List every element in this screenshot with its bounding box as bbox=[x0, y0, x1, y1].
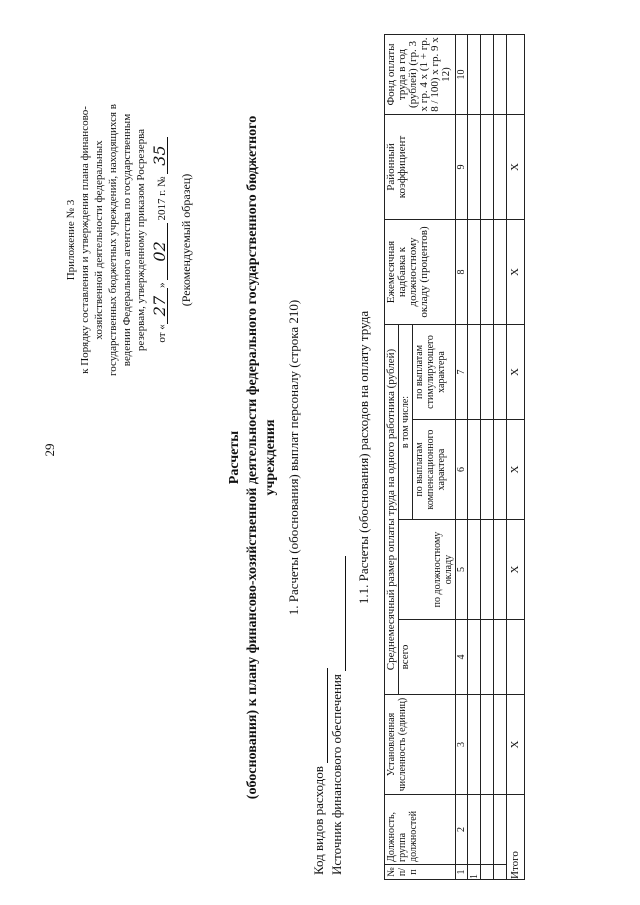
table-cell[interactable] bbox=[494, 695, 507, 795]
header-stimulating: по выплатам стимулирующего характера bbox=[413, 324, 456, 419]
table-row bbox=[481, 34, 494, 879]
table-cell[interactable]: 1 bbox=[468, 865, 481, 880]
table-cell[interactable] bbox=[481, 620, 494, 695]
header-salary: по должностному окладу bbox=[399, 520, 456, 620]
top-right-block bbox=[64, 80, 193, 400]
appendix-line: резервам, утвержденному приказом Росрезерва bbox=[135, 128, 147, 352]
page-number: 29 bbox=[42, 443, 57, 457]
title-line: учреждения bbox=[263, 419, 278, 496]
table-cell[interactable] bbox=[468, 114, 481, 219]
appendix-date bbox=[152, 80, 169, 400]
table-cell[interactable] bbox=[494, 795, 507, 865]
subsection-heading: 1.1. Расчеты (обоснования) расходов на оплату труда bbox=[356, 310, 371, 605]
fields-block bbox=[310, 35, 346, 880]
header-headcount: Установленная численность (единиц) bbox=[385, 695, 456, 795]
header-coefficient: Районный коэффициент bbox=[385, 114, 456, 219]
table-cell[interactable] bbox=[468, 520, 481, 620]
table-cell[interactable] bbox=[481, 114, 494, 219]
handwritten-day: 27 bbox=[152, 288, 168, 324]
appendix-line: ведении Федерального агентства по государственным bbox=[121, 113, 133, 367]
table-cell[interactable] bbox=[494, 620, 507, 695]
table-cell[interactable] bbox=[468, 219, 481, 324]
column-number: 7 bbox=[456, 324, 468, 419]
table-cell[interactable] bbox=[481, 795, 494, 865]
column-number: 1 bbox=[456, 865, 468, 880]
payroll-table bbox=[384, 34, 525, 880]
table-cell[interactable] bbox=[468, 324, 481, 419]
table-cell[interactable] bbox=[468, 695, 481, 795]
table-cell[interactable] bbox=[481, 520, 494, 620]
header-bonus: Ежемесячная надбавка к должностному окладу (процентов) bbox=[385, 219, 456, 324]
column-number: 8 bbox=[456, 219, 468, 324]
table-cell[interactable] bbox=[494, 114, 507, 219]
table-cell[interactable] bbox=[494, 324, 507, 419]
column-number: 5 bbox=[456, 520, 468, 620]
total-cell[interactable]: X bbox=[507, 219, 525, 324]
document-title bbox=[226, 35, 280, 880]
column-number: 3 bbox=[456, 695, 468, 795]
table-cell[interactable] bbox=[468, 420, 481, 520]
appendix-line: к Порядку составления и утверждения плана финансово- bbox=[79, 106, 91, 374]
appendix-line: государственных бюджетных учреждений, находящихся в bbox=[107, 104, 119, 376]
header-position: Должность, группа должностей bbox=[385, 795, 456, 865]
appendix-line: хозяйственной деятельности федеральных bbox=[93, 140, 105, 340]
table-cell[interactable] bbox=[494, 520, 507, 620]
table-cell[interactable] bbox=[494, 865, 507, 880]
total-cell[interactable]: X bbox=[507, 114, 525, 219]
header-fund: Фонд оплаты труда в год (рублей) (гр. 3 х гр. 4 х (1 + гр. 8 / 100) х гр. 9 х 12) bbox=[385, 34, 456, 114]
total-label: Итого bbox=[507, 795, 525, 880]
table-cell[interactable] bbox=[481, 324, 494, 419]
funding-source-field[interactable] bbox=[345, 556, 346, 671]
handwritten-month: 02 bbox=[152, 223, 168, 279]
title-line: Расчеты bbox=[227, 430, 242, 485]
table-cell[interactable] bbox=[494, 219, 507, 324]
funding-source-label: Источник финансового обеспечения bbox=[329, 674, 344, 875]
date-suffix: » bbox=[156, 282, 168, 288]
header-including: в том числе: bbox=[399, 324, 413, 519]
column-number: 2 bbox=[456, 795, 468, 865]
recommended-sample: (Рекомендуемый образец) bbox=[179, 173, 193, 307]
table-cell[interactable] bbox=[481, 219, 494, 324]
table-cell[interactable] bbox=[481, 34, 494, 114]
total-cell[interactable]: X bbox=[507, 420, 525, 520]
section-heading: 1. Расчеты (обоснования) выплат персоналу (строка 210) bbox=[286, 299, 301, 616]
handwritten-number: 35 bbox=[152, 137, 168, 173]
table-cell[interactable] bbox=[468, 795, 481, 865]
column-number: 10 bbox=[456, 34, 468, 114]
total-row bbox=[507, 34, 525, 879]
table-cell[interactable] bbox=[481, 865, 494, 880]
main-column bbox=[226, 35, 525, 880]
column-number: 6 bbox=[456, 420, 468, 520]
date-prefix: от « bbox=[156, 324, 168, 343]
total-cell[interactable]: X bbox=[507, 324, 525, 419]
date-year: 2017 г. № bbox=[156, 176, 168, 221]
column-number-row bbox=[456, 34, 468, 879]
table-cell[interactable] bbox=[494, 420, 507, 520]
appendix-title: Приложение № 3 bbox=[65, 199, 77, 281]
table-cell[interactable] bbox=[468, 620, 481, 695]
column-number: 9 bbox=[456, 114, 468, 219]
total-cell[interactable] bbox=[507, 34, 525, 114]
total-cell[interactable]: X bbox=[507, 520, 525, 620]
title-line: (обоснования) к плану финансово-хозяйственной деятельности федерального государственного бюджетного bbox=[245, 115, 260, 800]
table-cell[interactable] bbox=[468, 34, 481, 114]
table-cell[interactable] bbox=[481, 420, 494, 520]
appendix-block bbox=[64, 80, 169, 400]
expense-code-label: Код видов расходов bbox=[311, 766, 326, 875]
column-number: 4 bbox=[456, 620, 468, 695]
header-compensation: по выплатам компенсационного характера bbox=[413, 420, 456, 520]
header-total: всего bbox=[399, 620, 456, 695]
table-row bbox=[468, 34, 481, 879]
table-cell[interactable] bbox=[481, 695, 494, 795]
header-no: № п/п bbox=[385, 865, 456, 880]
total-cell[interactable]: X bbox=[507, 695, 525, 795]
table-row bbox=[494, 34, 507, 879]
header-avg-salary: Среднемесячный размер оплаты труда на одного работника (рублей) bbox=[385, 324, 399, 694]
table-cell[interactable] bbox=[494, 34, 507, 114]
total-cell[interactable] bbox=[507, 620, 525, 695]
